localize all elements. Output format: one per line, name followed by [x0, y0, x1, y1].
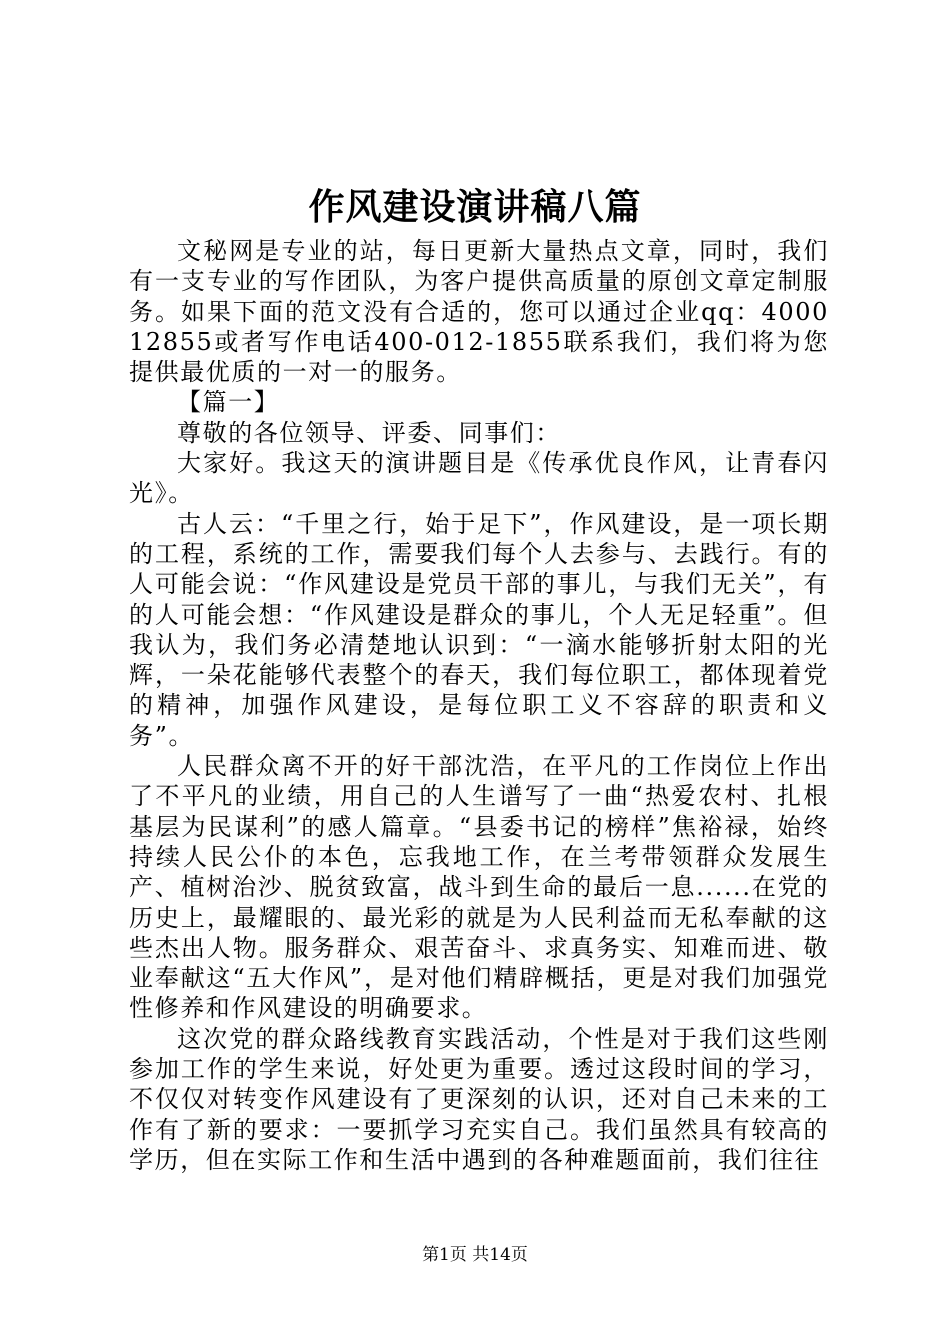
body-paragraph: 这次党的群众路线教育实践活动，个性是对于我们这些刚参加工作的学生来说，好处更为重要。透过这段时间的学习，不仅仅对转变作风建设有了更深刻的认识，还对自己未来的工作有了新的要求：一要抓学习充实自己。我们虽然具有较高的学历，但在实际工作和生活中遇到的各种难题面前，我们往往 — [129, 1024, 829, 1174]
body-paragraph: 人民群众离不开的好干部沈浩，在平凡的工作岗位上作出了不平凡的业绩，用自己的人生谱写了一曲“热爱农村、扎根基层为民谋利”的感人篇章。“县委书记的榜样”焦裕禄，始终持续人民公仆的本色，忘我地工作，在兰考带领群众发展生产、植树治沙、脱贫致富，战斗到生命的最后一息......在党的历史上，最耀眼的、最光彩的就是为人民利益而无私奉献的这些杰出人物。服务群众、艰苦奋斗、求真务实、知难而进、敬业奉献这“五大作风”，是对他们精辟概括，更是对我们加强党性修养和作风建设的明确要求。 — [129, 752, 829, 1023]
page-number-footer: 第1页 共14页 — [422, 1245, 528, 1265]
greeting-paragraph: 大家好。我这天的演讲题目是《传承优良作风，让青春闪光》。 — [129, 449, 829, 508]
section-heading: 【篇一】 — [177, 388, 280, 417]
intro-paragraph: 文秘网是专业的站，每日更新大量热点文章，同时，我们有一支专业的写作团队，为客户提供高质量的原创文章定制服务。如果下面的范文没有合适的，您可以通过企业qq：400012855或者写作电话400-012-1855联系我们，我们将为您提供最优质的一对一的服务。 — [129, 237, 829, 387]
document-title: 作风建设演讲稿八篇 — [308, 186, 642, 228]
body-paragraph: 古人云：“千里之行，始于足下”，作风建设，是一项长期的工程，系统的工作，需要我们每个人去参与、去践行。有的人可能会说：“作风建设是党员干部的事儿，与我们无关”，有的人可能会想：“作风建设是群众的事儿，个人无足轻重”。但我认为，我们务必清楚地认识到：“一滴水能够折射太阳的光辉，一朵花能够代表整个的春天，我们每位职工，都体现着党的精神，加强作风建设，是每位职工义不容辞的职责和义务”。 — [129, 509, 829, 750]
document-body — [129, 236, 829, 1175]
salutation-paragraph: 尊敬的各位领导、评委、同事们： — [177, 418, 561, 447]
